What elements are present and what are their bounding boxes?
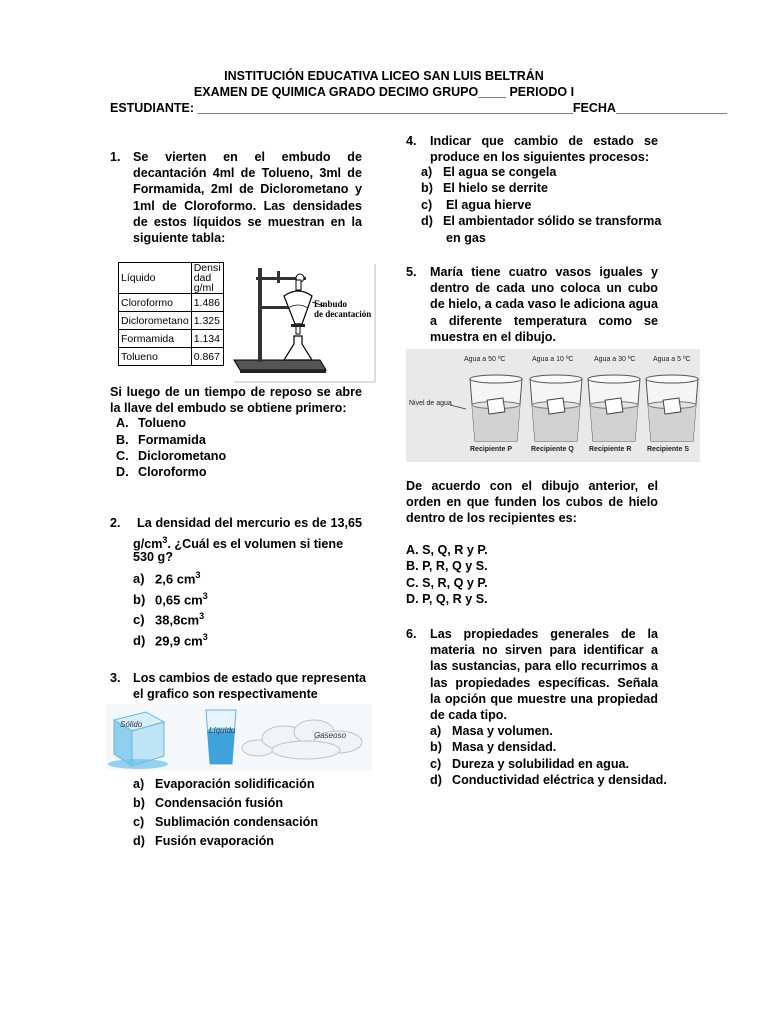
q1-option-b: B. Formamida [116,433,206,447]
q6-option-b: b) Masa y densidad. [430,740,557,754]
q1-option-a: A. Tolueno [116,416,187,430]
ice-cube-icon [487,398,505,414]
q4-number: 4. [406,134,417,148]
table-row: Tolueno 0.867 [119,348,224,366]
q1-number: 1. [110,150,121,164]
glass-r-top-label: Agua a 30 ºC [594,356,636,363]
q4-option-b: b) El hielo se derrite [421,181,548,195]
glass-r-bottom-label: Recipiente R [589,446,632,453]
q4-option-d: d) El ambientador sólido se transforma [421,214,662,228]
table-row: Formamida 1.134 [119,330,224,348]
glass-icon [646,375,698,441]
q6-option-c: c) Dureza y solubilidad en agua. [430,757,630,771]
q5-option-d: D. P, Q, R y S. [406,592,488,606]
q6-option-a: a) Masa y volumen. [430,724,553,738]
glass-s-top-label: Agua a 5 ºC [653,356,691,363]
institution-title: INSTITUCIÓN EDUCATIVA LICEO SAN LUIS BELTRÁN [224,69,544,83]
exam-title: EXAMEN DE QUIMICA GRADO DECIMO GRUPO____ PERIODO I [193,85,575,99]
glass-q-top-label: Agua a 10 ºC [532,356,574,363]
student-date-line: ESTUDIANTE: ______________________________________________________FECHA________________ [110,101,728,115]
glass-p-top-label: Agua a 50 ºC [464,356,506,363]
q2-option-a: a) 2,6 $cm^3$ [133,570,201,587]
q4-option-a: a) El agua se congela [421,165,557,179]
q1-text: Se vierten en el embudo de decantación 4ml de Tolueno, 3ml de Formamida, 2ml de Diclorometano y 1ml de Cloroformo. Las densidades de estos líquidos se muestran en la siguiente tabla: [133,150,362,246]
table-row: Diclorometano 1.325 [119,312,224,330]
q5-option-b: B. P, R, Q y S. [406,559,488,573]
q6-number: 6. [406,627,417,641]
q3-option-b: b) Condensación fusión [133,796,284,810]
q2-option-b: b) 0,65 $cm^3$ [133,591,208,608]
glass-s-bottom-label: Recipiente S [647,446,690,453]
q3-text: Los cambios de estado que representa el grafico son respectivamente [133,671,367,702]
q3-option-c: c) Sublimación condensación [133,815,319,829]
ice-cube-icon [605,398,623,414]
q5-followup: De acuerdo con el dibujo anterior, el orden en que funden los cubos de hielo dentro de los recipientes es: [406,479,658,526]
q2-number: 2. [110,516,121,530]
glass-icon [470,375,522,441]
table-header-row [119,263,224,294]
glass-p-bottom-label: Recipiente P [470,446,513,453]
q2-line2: $g/cm^3$. ¿Cuál es el volumen si tiene [133,535,344,552]
q5-option-a: A. S, Q, R y P. [406,543,488,557]
q2-option-c: c) $38,8cm^3$ [133,611,205,628]
table-header-liquid: Líquido [119,263,192,294]
water-level-label: Nivel de agua [409,400,452,407]
q1-followup: Si luego de un tiempo de reposo se abre la llave del embudo se obtiene primero: [110,385,362,416]
q4-text: Indicar que cambio de estado se produce en los siguientes procesos: [430,134,658,165]
q6-option-d: d) Conductividad eléctrica y densidad. [430,773,667,787]
q5-number: 5. [406,265,417,279]
q3-option-d: d) Fusión evaporación [133,834,274,848]
table-row: Cloroformo 1.486 [119,294,224,312]
q5-text: María tiene cuatro vasos iguales y dentro de cada uno coloca un cubo de hielo, a cada vaso le adiciona agua a diferente temperatura como se muestra en el dibujo. [430,265,658,344]
q2-line1: La densidad del mercurio es de 13,65 [137,516,362,530]
q3-number: 3. [110,671,121,685]
separatory-funnel-figure [232,262,377,384]
q1-option-c: C. Diclorometano [116,449,227,463]
glass-icon [588,375,640,441]
glass-icon [530,375,582,441]
q4-option-d-cont: en gas [446,231,486,245]
ice-cube-icon [547,398,565,414]
solid-label: Sólido [120,720,143,729]
glass-q-bottom-label: Recipiente Q [531,446,574,453]
table-header-density: Densi dad g/ml [191,263,223,294]
q6-text: Las propiedades generales de la materia no sirven para identificar a las sustancias, para ello recurrimos a las propiedades específicas. Señala la opción que muestre una propiedad de cada tipo. [430,627,658,723]
funnel-caption: Embudo de decantación [314,299,372,319]
q2-option-d: d) 29,9 $cm^3$ [133,632,208,649]
q2-line3: 530 g? [133,550,173,564]
q4-option-c: c) El agua hierve [421,198,532,212]
q3-option-a: a) Evaporación solidificación [133,777,315,791]
q1-option-d: D. Cloroformo [116,465,207,479]
gas-label: Gaseoso [314,731,347,740]
q5-option-c: C. S, R, Q y P. [406,576,488,590]
density-table [118,262,224,366]
liquid-label: Líquido [209,726,236,735]
ice-cube-icon [663,398,681,414]
